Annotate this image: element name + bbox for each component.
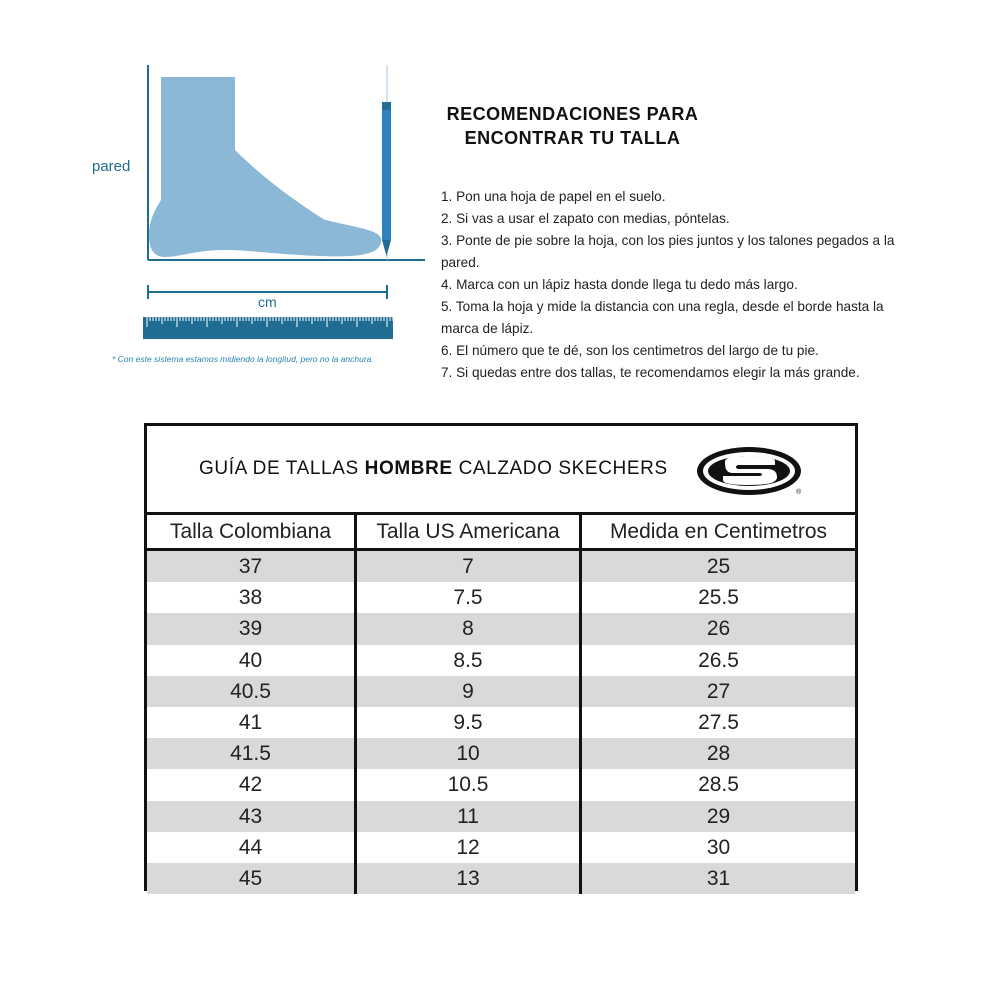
table-row: [147, 801, 855, 832]
col-header-us: Talla US Americana: [357, 515, 582, 548]
cell-talla-us: 10: [357, 738, 582, 769]
cell-talla-us: 7.5: [357, 582, 582, 613]
cell-talla-us: 9.5: [357, 707, 582, 738]
cell-centimetros: 30: [706, 835, 731, 859]
foot-measure-illustration: [85, 60, 425, 370]
cell-talla-us: 9: [357, 676, 582, 707]
table-row: [147, 676, 855, 707]
ruler-icon: [143, 317, 393, 339]
table-row: [147, 769, 855, 800]
table-row: [147, 551, 855, 582]
foot-icon: [149, 77, 381, 257]
cell-centimetros: 26.5: [698, 648, 739, 672]
cell-centimetros: 28: [706, 742, 731, 766]
title-line-1: RECOMENDACIONES PARA: [446, 104, 699, 124]
recommendations-title: [430, 102, 715, 150]
step-3: 3. Ponte de pie sobre la hoja, con los pies juntos y los talones pegados a la pared.: [441, 233, 895, 270]
cell-talla-us: 10.5: [357, 769, 582, 800]
cell-talla-us: 7: [357, 551, 582, 582]
wall-label: pared: [92, 158, 131, 175]
col-header-colombiana: Talla Colombiana: [147, 515, 357, 548]
cell-talla-colombiana: 41: [147, 707, 357, 738]
table-row: [147, 613, 855, 644]
table-row: [147, 707, 855, 738]
cell-centimetros: 25: [706, 555, 731, 578]
title-bold: HOMBRE: [364, 458, 453, 479]
table-row: [147, 738, 855, 769]
footnote: * Con este sistema estamos midiendo la longitud, pero no la anchura.: [112, 354, 374, 364]
size-guide-table: [144, 423, 858, 891]
measure-label: cm: [258, 294, 277, 310]
cell-talla-us: 13: [357, 863, 582, 894]
cell-centimetros: 29: [706, 804, 731, 828]
cell-talla-colombiana: 40: [147, 645, 357, 676]
title-line-2: ENCONTRAR TU TALLA: [464, 128, 681, 148]
cell-centimetros: 27: [706, 679, 731, 703]
step-5: 5. Toma la hoja y mide la distancia con una regla, desde el borde hasta la marca de lápiz.: [441, 299, 884, 336]
step-2: 2. Si vas a usar el zapato con medias, póntelas.: [441, 211, 730, 226]
svg-text:®: ®: [796, 489, 802, 496]
cell-talla-colombiana: 45: [147, 863, 357, 894]
cell-talla-colombiana: 41.5: [147, 738, 357, 769]
cell-talla-us: 12: [357, 832, 582, 863]
column-headers: [147, 515, 855, 551]
recommendations-list: [441, 186, 921, 384]
cell-talla-colombiana: 43: [147, 801, 357, 832]
cell-talla-us: 8: [357, 613, 582, 644]
cell-talla-colombiana: 38: [147, 582, 357, 613]
cell-talla-colombiana: 44: [147, 832, 357, 863]
title-suffix: CALZADO SKECHERS: [452, 458, 668, 479]
step-1: 1. Pon una hoja de papel en el suelo.: [441, 189, 666, 204]
cell-talla-us: 8.5: [357, 645, 582, 676]
table-row: [147, 863, 855, 894]
cell-centimetros: 28.5: [698, 773, 739, 797]
cell-talla-colombiana: 37: [147, 551, 357, 582]
cell-centimetros: 27.5: [698, 710, 739, 734]
cell-talla-colombiana: 42: [147, 769, 357, 800]
cell-centimetros: 25.5: [698, 586, 739, 610]
table-title: [199, 458, 668, 480]
cell-talla-colombiana: 39: [147, 613, 357, 644]
skechers-logo-icon: [695, 444, 807, 498]
cell-talla-us: 11: [357, 801, 582, 832]
col-header-cm: Medida en Centimetros: [609, 520, 828, 543]
table-header: [147, 426, 855, 515]
table-row: [147, 582, 855, 613]
table-row: [147, 645, 855, 676]
step-7: 7. Si quedas entre dos tallas, te recomendamos elegir la más grande.: [441, 365, 860, 380]
cell-centimetros: 26: [706, 617, 731, 641]
step-4: 4. Marca con un lápiz hasta donde llega tu dedo más largo.: [441, 277, 798, 292]
cell-talla-colombiana: 40.5: [147, 676, 357, 707]
step-6: 6. El número que te dé, son los centimetros del largo de tu pie.: [441, 343, 819, 358]
pencil-icon: [382, 102, 391, 256]
table-row: [147, 832, 855, 863]
cell-centimetros: 31: [706, 866, 731, 890]
title-prefix: GUÍA DE TALLAS: [199, 458, 365, 479]
table-body: [147, 551, 855, 894]
